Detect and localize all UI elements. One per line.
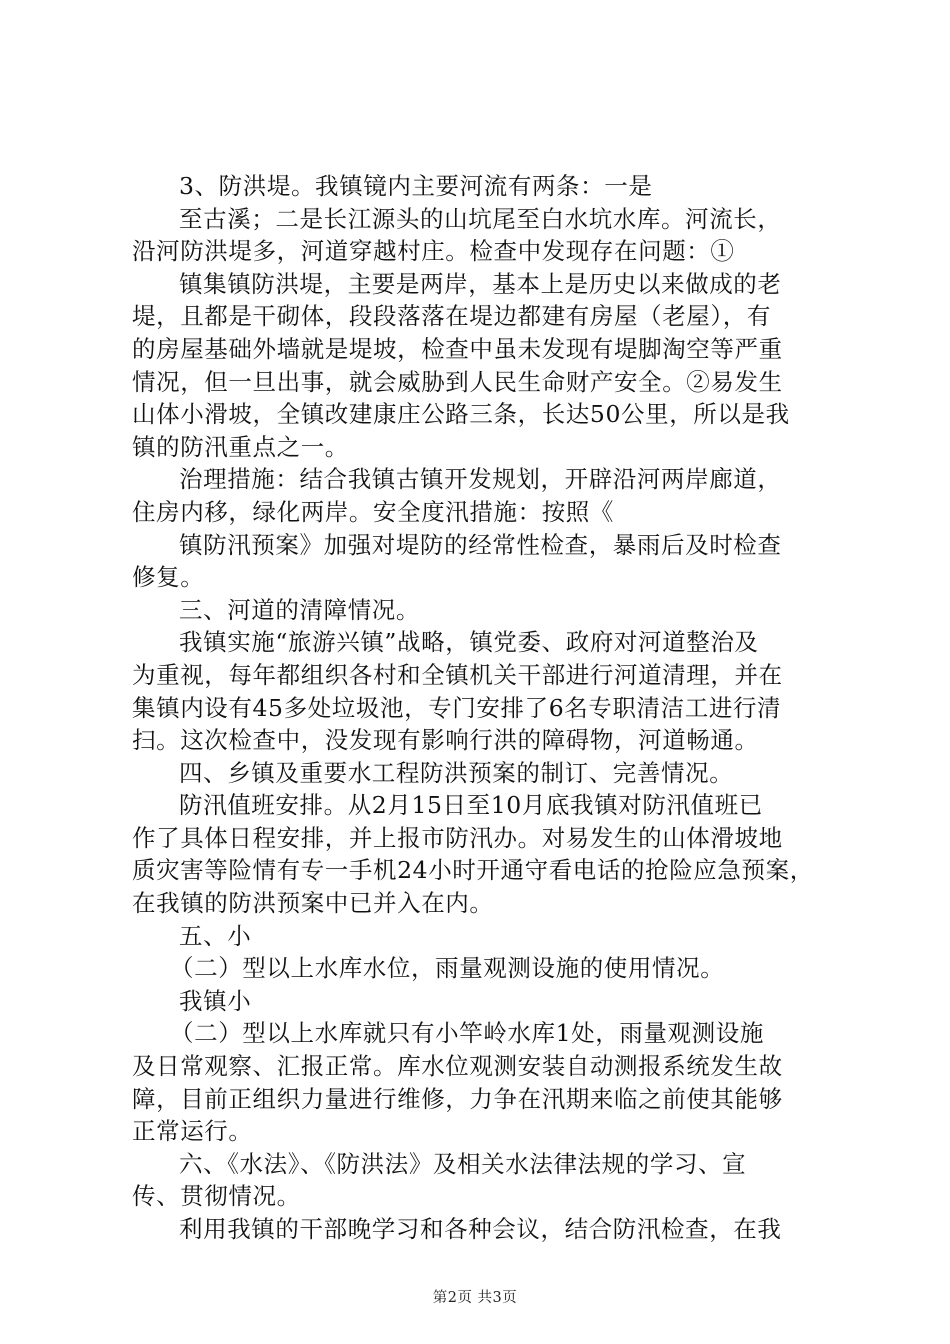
text-line: 障，目前正组织力量进行维修，力争在汛期来临之前使其能够 xyxy=(132,1084,783,1113)
text-line: 我镇实施“旅游兴镇”战略，镇党委、政府对河道整治及 xyxy=(179,628,759,657)
text-line: 扫。这次检查中，没发现有影响行洪的障碍物，河道畅通。 xyxy=(132,726,759,755)
text-line: （二）型以上水库水位，雨量观测设施的使用情况。 xyxy=(170,954,725,983)
text-line: 山体小滑坡，全镇改建康庄公路三条，长达50公里，所以是我 xyxy=(132,400,790,429)
page-number-footer: 第2页 共3页 xyxy=(432,1290,518,1306)
text-line: 镇集镇防洪堤，主要是两岸，基本上是历史以来做成的老 xyxy=(179,269,782,298)
text-line: 我镇小 xyxy=(179,986,252,1015)
text-line: 的房屋基础外墙就是堤坡，检查中虽未发现有堤脚淘空等严重 xyxy=(132,334,783,363)
text-line: （二）型以上水库就只有小竿岭水库1处，雨量观测设施 xyxy=(170,1019,764,1048)
text-line: 防汛值班安排。从2月15日至10月底我镇对防汛值班已 xyxy=(179,791,763,820)
text-line: 在我镇的防洪预案中已并入在内。 xyxy=(132,889,494,918)
text-line: 作了具体日程安排，并上报市防汛办。对易发生的山体滑坡地 xyxy=(132,823,783,852)
text-line: 修复。 xyxy=(132,563,205,592)
text-line: 传、贯彻情况。 xyxy=(132,1182,301,1211)
section-heading: 四、乡镇及重要水工程防洪预案的制订、完善情况。 xyxy=(179,758,734,787)
section-heading: 六、《水法》、《防洪法》及相关水法律法规的学习、宣 xyxy=(179,1149,747,1178)
text-line: 住房内移，绿化两岸。安全度汛措施：按照《 xyxy=(132,497,614,526)
text-line: 及日常观察、汇报正常。库水位观测安装自动测报系统发生故 xyxy=(132,1052,783,1081)
text-line: 质灾害等险情有专一手机24小时开通守看电话的抢险应急预案， xyxy=(132,856,814,885)
text-line: 堤，且都是干砌体，段段落落在堤边都建有房屋（老屋），有 xyxy=(132,302,771,331)
text-line: 正常运行。 xyxy=(132,1117,253,1146)
text-line: 沿河防洪堤多，河道穿越村庄。检查中发现存在问题：① xyxy=(132,237,735,266)
text-line: 情况，但一旦出事，就会威胁到人民生命财产安全。②易发生 xyxy=(132,367,783,396)
text-line: 3、防洪堤。我镇镜内主要河流有两条：一是 xyxy=(179,172,653,200)
section-heading: 五、小 xyxy=(179,921,252,950)
body-text xyxy=(132,170,834,1246)
text-line: 镇防汛预案》加强对堤防的经常性检查，暴雨后及时检查 xyxy=(179,530,782,559)
text-line: 集镇内设有45多处垃圾池，专门安排了6名专职清洁工进行清 xyxy=(132,693,782,722)
text-line: 镇的防汛重点之一。 xyxy=(132,432,349,461)
section-heading: 三、河道的清障情况。 xyxy=(179,595,420,624)
text-line: 至古溪；二是长江源头的山坑尾至白水坑水库。河流长， xyxy=(179,204,782,233)
text-line: 治理措施：结合我镇古镇开发规划，开辟沿河两岸廊道， xyxy=(179,465,782,494)
text-line: 利用我镇的干部晚学习和各种会议，结合防汛检查，在我 xyxy=(179,1215,782,1243)
text-line: 为重视，每年都组织各村和全镇机关干部进行河道清理，并在 xyxy=(132,660,783,689)
